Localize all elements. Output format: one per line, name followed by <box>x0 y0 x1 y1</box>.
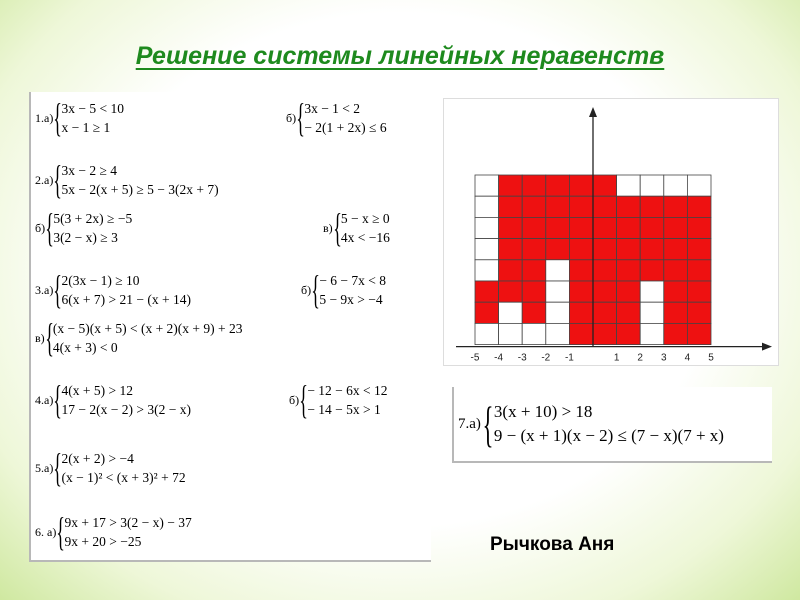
problem-7-panel <box>452 387 772 463</box>
empty-cell <box>475 239 499 260</box>
slide-title: Решение системы линейных неравенств <box>135 42 665 70</box>
filled-cell <box>593 260 617 281</box>
filled-cell <box>499 281 523 302</box>
filled-cell <box>499 260 523 281</box>
filled-cell <box>499 196 523 217</box>
empty-cell <box>522 323 546 344</box>
problem-label: 6. а) <box>35 524 57 539</box>
problem-label: б) <box>301 282 312 297</box>
filled-cell <box>617 196 641 217</box>
filled-cell <box>664 239 688 260</box>
empty-cell <box>546 302 570 323</box>
brace-icon: { <box>299 377 309 422</box>
problem-label: 3.а) <box>35 282 54 297</box>
inequality: 9x + 17 > 3(2 − x) − 37 <box>64 515 192 530</box>
problem-label: 5.а) <box>35 460 54 475</box>
problem-label: 2.а) <box>35 172 54 187</box>
filled-cell <box>593 217 617 238</box>
brace-icon: { <box>53 267 63 312</box>
problem-label: б) <box>289 392 300 407</box>
empty-cell <box>475 175 499 196</box>
empty-cell <box>546 323 570 344</box>
problem-3v <box>35 315 243 360</box>
inequality: 3x − 1 < 2 <box>304 101 361 116</box>
grid-drawing <box>444 99 780 367</box>
filled-cell <box>499 217 523 238</box>
filled-cell <box>687 196 711 217</box>
filled-cell <box>617 323 641 344</box>
x-tick-label: 5 <box>708 352 714 364</box>
filled-cell <box>522 239 546 260</box>
x-tick-label: 4 <box>684 352 691 364</box>
empty-cell <box>475 323 499 344</box>
filled-cell <box>617 302 641 323</box>
filled-cell <box>664 281 688 302</box>
inequality: 9 − (x + 1)(x − 2) ≤ (7 − x)(7 + x) <box>493 426 724 445</box>
filled-cell <box>640 260 664 281</box>
filled-cell <box>522 302 546 323</box>
brace-icon: { <box>45 205 55 250</box>
problem-label: б) <box>286 110 297 125</box>
inequality: − 6 − 7x < 8 <box>319 273 387 288</box>
filled-cell <box>569 196 593 217</box>
x-tick-label: -3 <box>517 352 527 364</box>
problem-6a <box>35 509 192 554</box>
brace-icon: { <box>56 509 66 554</box>
empty-cell <box>475 260 499 281</box>
problem-1a <box>35 95 125 140</box>
problem-3b <box>301 267 387 312</box>
inequality: 3(x + 10) > 18 <box>493 402 593 421</box>
filled-cell <box>687 239 711 260</box>
problem-7a <box>458 396 724 452</box>
filled-cell <box>687 323 711 344</box>
empty-cell <box>475 196 499 217</box>
problem-2b <box>35 205 133 250</box>
x-tick-label: -1 <box>564 352 574 364</box>
inequality: 5 − 9x > −4 <box>319 292 383 307</box>
inequality: 3x − 5 < 10 <box>61 101 125 116</box>
filled-cell <box>593 281 617 302</box>
filled-cell <box>593 302 617 323</box>
filled-cell <box>617 217 641 238</box>
filled-cell <box>569 323 593 344</box>
filled-cell <box>640 217 664 238</box>
problem-4a <box>35 377 191 422</box>
filled-cell <box>546 175 570 196</box>
brace-icon: { <box>332 205 342 250</box>
inequality: 6(x + 7) > 21 − (x + 14) <box>61 292 191 307</box>
filled-cell <box>640 196 664 217</box>
empty-cell <box>640 281 664 302</box>
coordinate-grid-figure <box>443 98 779 366</box>
x-axis-arrow <box>762 343 772 351</box>
empty-cell <box>640 302 664 323</box>
problem-4b <box>289 377 388 422</box>
brace-icon: { <box>53 445 63 490</box>
filled-cell <box>569 175 593 196</box>
filled-cell <box>522 175 546 196</box>
brace-icon: { <box>44 315 54 360</box>
filled-cell <box>617 239 641 260</box>
brace-icon: { <box>53 95 63 140</box>
filled-cell <box>664 323 688 344</box>
filled-cell <box>617 281 641 302</box>
filled-cell <box>687 302 711 323</box>
problem-label: б) <box>35 220 46 235</box>
inequality: x − 1 ≥ 1 <box>61 120 111 135</box>
empty-cell <box>664 175 688 196</box>
inequality: 4x < −16 <box>340 230 390 245</box>
brace-icon: { <box>311 267 321 312</box>
filled-cell <box>475 281 499 302</box>
problem-label: в) <box>323 220 333 235</box>
inequality: 2(x + 2) > −4 <box>61 451 134 466</box>
filled-cell <box>664 302 688 323</box>
inequality: − 14 − 5x > 1 <box>307 402 381 417</box>
filled-cell <box>593 175 617 196</box>
problem-5a <box>35 445 186 490</box>
filled-cell <box>593 196 617 217</box>
x-tick-label: 2 <box>637 352 643 364</box>
inequality: 5(3 + 2x) ≥ −5 <box>53 211 133 226</box>
brace-icon: { <box>296 95 306 140</box>
empty-cell <box>640 175 664 196</box>
problem-label: в) <box>35 330 45 345</box>
brace-icon: { <box>482 396 494 452</box>
problem-label: 4.а) <box>35 392 54 407</box>
inequality: 5 − x ≥ 0 <box>340 211 390 226</box>
empty-cell <box>546 260 570 281</box>
inequality: (x − 5)(x + 5) < (x + 2)(x + 9) + 23 <box>52 321 243 336</box>
problem-label: 1.а) <box>35 110 54 125</box>
problem-label: 7.а) <box>458 416 481 432</box>
inequality: 3(2 − x) ≥ 3 <box>53 230 118 245</box>
filled-cell <box>569 302 593 323</box>
problem-1b <box>286 95 387 140</box>
inequality: (x − 1)² < (x + 3)² + 72 <box>61 470 186 485</box>
problem-2v <box>323 205 390 250</box>
empty-cell <box>499 323 523 344</box>
filled-cell <box>546 217 570 238</box>
filled-cell <box>569 281 593 302</box>
inequality: − 2(1 + 2x) ≤ 6 <box>304 120 387 135</box>
filled-cell <box>546 196 570 217</box>
filled-cell <box>522 196 546 217</box>
author-name: Рычкова Аня <box>490 534 615 555</box>
empty-cell <box>475 217 499 238</box>
empty-cell <box>499 302 523 323</box>
y-axis-arrow <box>589 107 597 117</box>
brace-icon: { <box>53 157 63 202</box>
empty-cell <box>687 175 711 196</box>
problem-3a <box>35 267 191 312</box>
problems-panel <box>29 92 431 562</box>
filled-cell <box>499 239 523 260</box>
filled-cell <box>475 302 499 323</box>
empty-cell <box>546 281 570 302</box>
inequality: 5x − 2(x + 5) ≥ 5 − 3(2x + 7) <box>61 182 219 197</box>
filled-cell <box>687 260 711 281</box>
filled-cell <box>569 217 593 238</box>
filled-cell <box>687 281 711 302</box>
empty-cell <box>640 323 664 344</box>
filled-cell <box>687 217 711 238</box>
inequality: 3x − 2 ≥ 4 <box>61 163 118 178</box>
x-tick-label: 1 <box>613 352 620 364</box>
inequality: 4(x + 3) < 0 <box>52 340 118 355</box>
inequality: 2(3x − 1) ≥ 10 <box>61 273 140 288</box>
brace-icon: { <box>53 377 63 422</box>
filled-cell <box>522 260 546 281</box>
inequality: 9x + 20 > −25 <box>64 534 142 549</box>
filled-cell <box>664 217 688 238</box>
filled-cell <box>664 196 688 217</box>
x-tick-label: -4 <box>494 352 504 364</box>
x-tick-label: -5 <box>470 352 480 364</box>
filled-cell <box>522 217 546 238</box>
filled-cell <box>664 260 688 281</box>
filled-cell <box>522 281 546 302</box>
x-tick-label: 3 <box>661 352 667 364</box>
filled-cell <box>569 239 593 260</box>
filled-cell <box>617 260 641 281</box>
inequality: 17 − 2(x − 2) > 3(2 − x) <box>61 402 191 417</box>
filled-cell <box>640 239 664 260</box>
inequality: 4(x + 5) > 12 <box>61 383 133 398</box>
filled-cell <box>569 260 593 281</box>
inequality: − 12 − 6x < 12 <box>307 383 388 398</box>
filled-cell <box>593 323 617 344</box>
empty-cell <box>617 175 641 196</box>
problem-2a <box>35 157 219 202</box>
filled-cell <box>499 175 523 196</box>
filled-cell <box>593 239 617 260</box>
x-tick-label: -2 <box>541 352 551 364</box>
filled-cell <box>546 239 570 260</box>
